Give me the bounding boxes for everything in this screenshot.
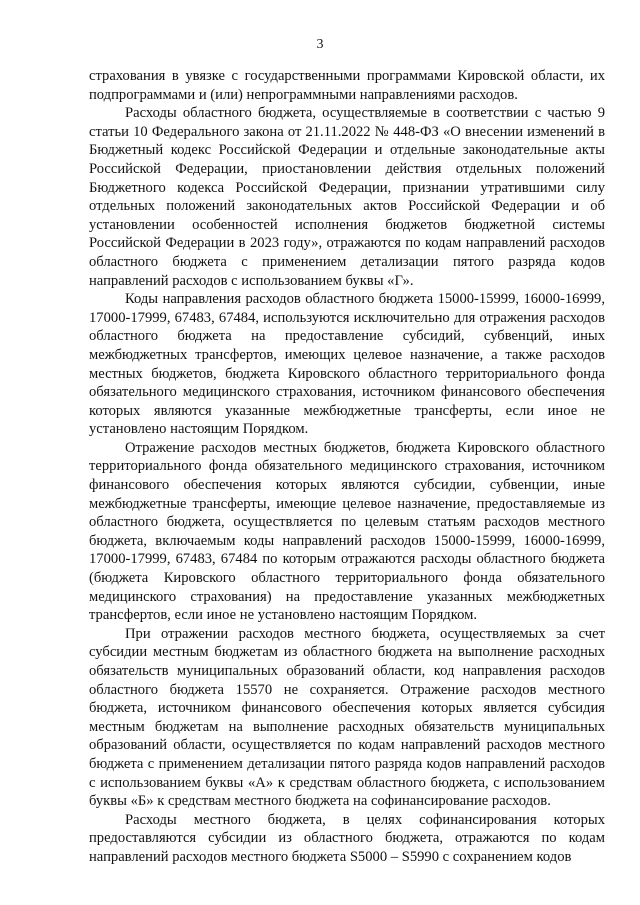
paragraph-federal-law-expenses: Расходы областного бюджета, осуществляемые в соответствии с частью 9 статьи 10 Федерального закона от 21.11.2022 № 448-ФЗ «О внесении изменений в Бюджетный кодекс Российской Федерации и отдельные законодательные акты Российской Федерации, приостановлении действия отдельных положений Бюджетного кодекса Российской Федерации, признании утратившими силу отдельных положений законодательных актов Российской Федерации и об установлении особенностей исполнения бюджетов бюджетной системы Российской Федерации в 2023 году», отражаются по кодам направлений расходов областного бюджета с применением детализации пятого разряда кодов направлений расходов с использованием буквы «Г». — [89, 105, 605, 289]
paragraph-cofinancing: Расходы местного бюджета, в целях софинансирования которых предоставляются субсидии из областного бюджета, отражаются по кодам направлений расходов местного бюджета S5000 – S5990 с сохранением кодов — [89, 811, 605, 865]
paragraph-subsidy-reflection: При отражении расходов местного бюджета, осуществляемых за счет субсидии местным бюджетам из областного бюджета на выполнение расходных обязательств муниципальных образований области, код направления расходов областного бюджета 15570 не сохраняется. Отражение расходов местного бюджета, источником финансового обеспечения которых является субсидия местным бюджетам на выполнение расходных обязательств муниципальных образований области, осуществляется по кодам направлений расходов местного бюджета с применением детализации пятого разряда кодов направлений расходов с использованием буквы «А» к средствам областного бюджета, с использованием буквы «Б» к средствам местного бюджета на софинансирование расходов. — [89, 625, 605, 810]
paragraph-expense-codes: Коды направления расходов областного бюджета 15000-15999, 16000-16999, 17000-17999, 67483, 67484, используются исключительно для отражения расходов областного бюджета на предоставление субсидий, субвенций, иных межбюджетных трансфертов, имеющих целевое назначение, а также расходов местных бюджетов, бюджета Кировского областного территориального фонда обязательного медицинского страхования, источником финансового обеспечения которых являются указанные межбюджетные трансферты, если иное не установлено настоящим Порядком. — [89, 291, 605, 438]
paragraph-continuation: страхования в увязке с государственными программами Кировской области, их подпрограммами и (или) непрограммными направлениями расходов. — [89, 68, 605, 103]
document-body — [89, 67, 605, 867]
paragraph-local-budget-reflection: Отражение расходов местных бюджетов, бюджета Кировского областного территориального фонда обязательного медицинского страхования, источником финансового обеспечения которых являются субсидии, субвенции, иные межбюджетные трансферты, имеющие целевое назначение, предоставляемые из областного бюджета, осуществляется по целевым статьям расходов местного бюджета, включаемым коды направлений расходов 15000-15999, 16000-16999, 17000-17999, 67483, 67484 по которым отражаются расходы областного бюджета (бюджета Кировского областного территориального фонда обязательного медицинского страхования) на предоставление указанных межбюджетных трансфертов, если иное не установлено настоящим Порядком. — [89, 439, 605, 624]
page-number: 3 — [316, 37, 324, 52]
